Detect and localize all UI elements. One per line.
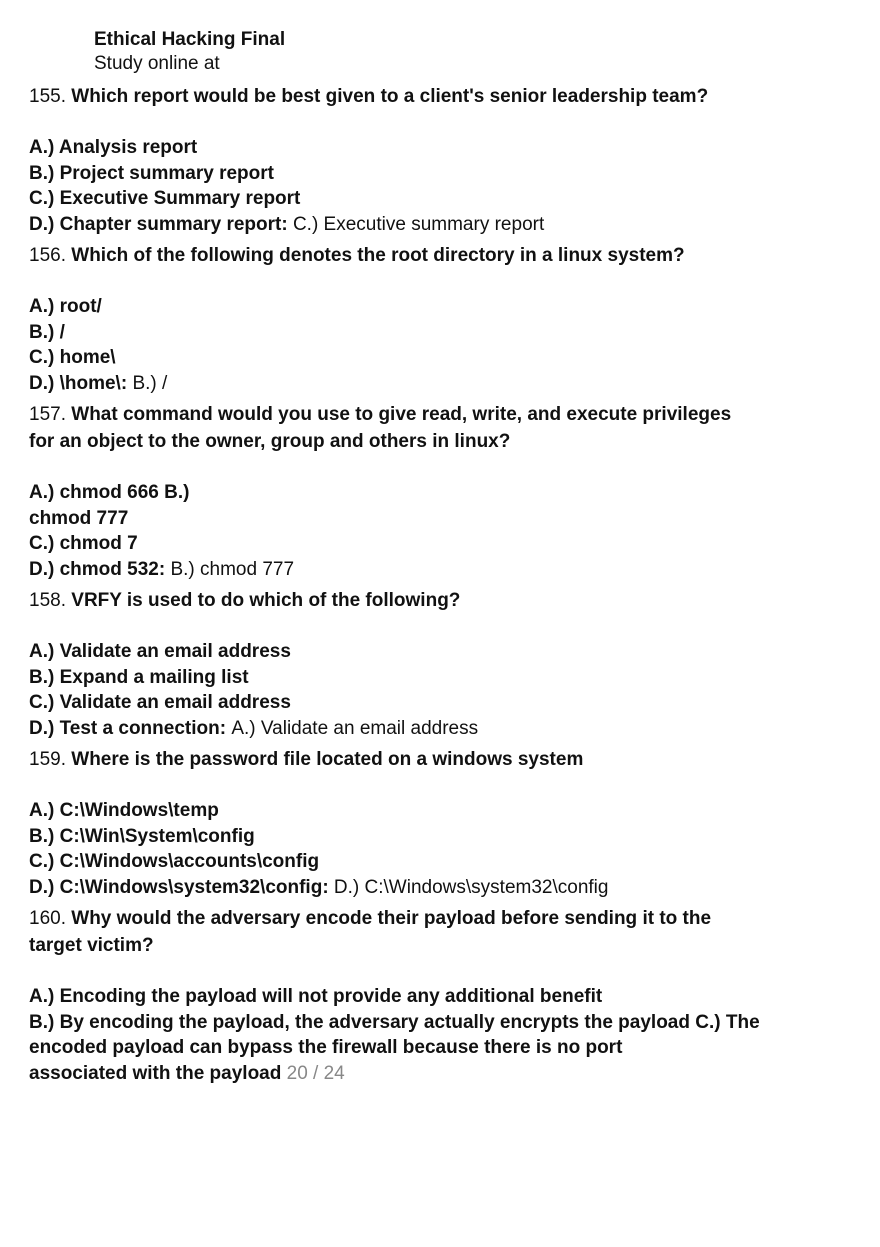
option-c-tail: associated with the payload bbox=[29, 1062, 282, 1084]
question-160 bbox=[29, 905, 829, 1086]
answer: C.) Executive summary report bbox=[292, 213, 545, 235]
option-b: B.) / bbox=[29, 321, 65, 343]
question-prompt-line: Why would the adversary encode their payload before sending it to the bbox=[71, 908, 712, 929]
question-text bbox=[29, 905, 829, 932]
document-subtitle: Study online at bbox=[94, 53, 220, 74]
option-c-continued: encoded payload can bypass the firewall because there is no port bbox=[29, 1037, 623, 1058]
option-b: B.) C:\Win\System\config bbox=[29, 825, 255, 847]
option-c: C.) C:\Windows\accounts\config bbox=[29, 851, 320, 872]
option-d bbox=[29, 371, 829, 397]
page-number: 20 / 24 bbox=[286, 1062, 345, 1084]
question-prompt-line: VRFY is used to do which of the following? bbox=[71, 590, 461, 611]
question-text bbox=[29, 401, 829, 428]
option-d-label: D.) C:\Windows\system32\config: bbox=[29, 876, 329, 898]
question-prompt-line: Where is the password file located on a windows system bbox=[71, 749, 584, 770]
question-prompt-line: target victim? bbox=[29, 935, 154, 956]
answer: B.) / bbox=[132, 372, 168, 394]
question-159 bbox=[29, 746, 829, 900]
question-text-continued bbox=[29, 428, 829, 455]
option-d bbox=[29, 716, 829, 742]
option-b: B.) Expand a mailing list bbox=[29, 666, 249, 688]
option-d bbox=[29, 557, 829, 583]
question-number: 157. bbox=[29, 404, 66, 425]
question-158 bbox=[29, 587, 829, 741]
question-text bbox=[29, 587, 829, 614]
question-number: 160. bbox=[29, 908, 66, 929]
question-155 bbox=[29, 83, 829, 237]
option-c-end bbox=[29, 1061, 829, 1087]
option-d-label: D.) chmod 532: bbox=[29, 558, 166, 580]
question-number: 155. bbox=[29, 86, 66, 107]
option-b: B.) By encoding the payload, the adversary actually encrypts the payload C.) The bbox=[29, 1011, 760, 1033]
option-d-label: D.) Chapter summary report: bbox=[29, 213, 288, 235]
option-a: A.) chmod 666 B.) bbox=[29, 482, 190, 503]
option-c: C.) Validate an email address bbox=[29, 692, 291, 713]
option-a: A.) C:\Windows\temp bbox=[29, 800, 219, 821]
question-number: 159. bbox=[29, 749, 66, 770]
option-c: C.) home\ bbox=[29, 347, 116, 368]
option-d bbox=[29, 875, 829, 901]
option-b: B.) Project summary report bbox=[29, 162, 274, 184]
answer: A.) Validate an email address bbox=[231, 717, 479, 739]
option-b: chmod 777 bbox=[29, 507, 129, 529]
question-list bbox=[29, 83, 829, 1091]
option-d bbox=[29, 212, 829, 238]
question-text bbox=[29, 83, 829, 110]
question-prompt-line: Which of the following denotes the root directory in a linux system? bbox=[71, 245, 685, 266]
option-a: A.) Encoding the payload will not provide any additional benefit bbox=[29, 986, 603, 1007]
question-number: 158. bbox=[29, 590, 66, 611]
option-c: C.) chmod 7 bbox=[29, 533, 138, 554]
question-prompt-line: for an object to the owner, group and others in linux? bbox=[29, 431, 511, 452]
question-prompt-line: What command would you use to give read, write, and execute privileges bbox=[71, 404, 732, 425]
option-c: C.) Executive Summary report bbox=[29, 188, 301, 209]
document-header bbox=[94, 28, 285, 76]
question-157 bbox=[29, 401, 829, 582]
option-a: A.) Validate an email address bbox=[29, 641, 291, 662]
answer: B.) chmod 777 bbox=[170, 558, 295, 580]
option-d-label: D.) \home\: bbox=[29, 372, 128, 394]
question-number: 156. bbox=[29, 245, 66, 266]
question-text bbox=[29, 242, 829, 269]
question-156 bbox=[29, 242, 829, 396]
question-prompt-line: Which report would be best given to a client's senior leadership team? bbox=[71, 86, 709, 107]
option-a: A.) Analysis report bbox=[29, 137, 198, 158]
question-text bbox=[29, 746, 829, 773]
option-a: A.) root/ bbox=[29, 296, 102, 317]
question-text-continued bbox=[29, 932, 829, 959]
document-title: Ethical Hacking Final bbox=[94, 29, 286, 50]
option-d-label: D.) Test a connection: bbox=[29, 717, 227, 739]
answer: D.) C:\Windows\system32\config bbox=[333, 876, 609, 898]
